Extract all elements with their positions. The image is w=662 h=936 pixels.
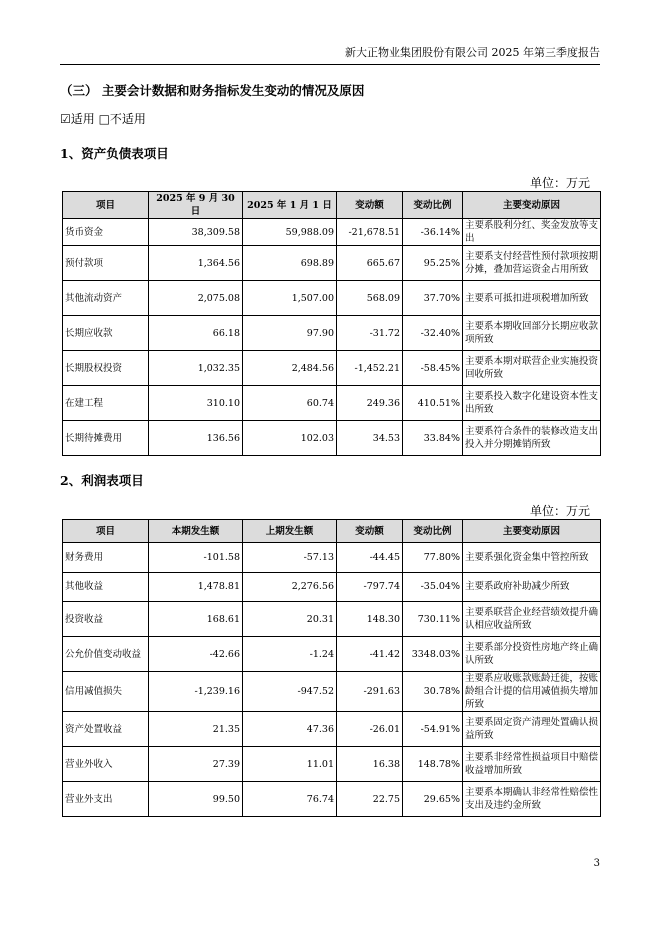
value-cell: -32.40% xyxy=(403,316,463,351)
column-header: 项目 xyxy=(63,192,149,219)
column-header: 变动比例 xyxy=(403,520,463,543)
value-cell: 20.31 xyxy=(243,602,337,637)
value-cell: 249.36 xyxy=(337,386,403,421)
section-heading: （三） 主要会计数据和财务指标发生变动的情况及原因 xyxy=(60,83,365,98)
item-cell: 信用减值损失 xyxy=(63,672,149,712)
value-cell: -35.04% xyxy=(403,572,463,602)
item-cell: 长期股权投资 xyxy=(63,351,149,386)
table-header-row xyxy=(63,192,601,219)
column-header: 2025 年 9 月 30 日 xyxy=(149,192,243,219)
table-row xyxy=(63,316,601,351)
reason-cell: 主要系联营企业经营绩效提升确认相应收益所致 xyxy=(463,602,601,637)
value-cell: 410.51% xyxy=(403,386,463,421)
value-cell: 102.03 xyxy=(243,421,337,456)
value-cell: 1,478.81 xyxy=(149,572,243,602)
reason-cell: 主要系非经常性损益项目中赔偿收益增加所致 xyxy=(463,747,601,782)
table-row xyxy=(63,386,601,421)
column-header: 变动额 xyxy=(337,520,403,543)
value-cell: 97.90 xyxy=(243,316,337,351)
column-header: 上期发生额 xyxy=(243,520,337,543)
value-cell: 66.18 xyxy=(149,316,243,351)
reason-cell: 主要系本期确认非经常性赔偿性支出及违约金所致 xyxy=(463,782,601,817)
reason-cell: 主要系强化资金集中管控所致 xyxy=(463,543,601,573)
column-header: 变动额 xyxy=(337,192,403,219)
value-cell: -1,452.21 xyxy=(337,351,403,386)
table-row xyxy=(63,219,601,246)
value-cell: 310.10 xyxy=(149,386,243,421)
value-cell: 2,276.56 xyxy=(243,572,337,602)
reason-cell: 主要系本期对联营企业实施投资回收所致 xyxy=(463,351,601,386)
table-row xyxy=(63,421,601,456)
reason-cell: 主要系股利分红、奖金发放等支出 xyxy=(463,219,601,246)
value-cell: 60.74 xyxy=(243,386,337,421)
column-header: 本期发生额 xyxy=(149,520,243,543)
reason-cell: 主要系部分投资性房地产终止确认所致 xyxy=(463,637,601,672)
item-cell: 财务费用 xyxy=(63,543,149,573)
value-cell: 47.36 xyxy=(243,712,337,747)
value-cell: -947.52 xyxy=(243,672,337,712)
item-cell: 长期待摊费用 xyxy=(63,421,149,456)
value-cell: 698.89 xyxy=(243,246,337,281)
reason-cell: 主要系投入数字化建设资本性支出所致 xyxy=(463,386,601,421)
item-cell: 长期应收款 xyxy=(63,316,149,351)
balance-sheet-table xyxy=(62,191,601,456)
value-cell: 568.09 xyxy=(337,281,403,316)
column-header: 主要变动原因 xyxy=(463,192,601,219)
column-header: 主要变动原因 xyxy=(463,520,601,543)
item-cell: 营业外收入 xyxy=(63,747,149,782)
item-cell: 资产处置收益 xyxy=(63,712,149,747)
value-cell: -21,678.51 xyxy=(337,219,403,246)
table-row xyxy=(63,351,601,386)
table-row xyxy=(63,246,601,281)
reason-cell: 主要系固定资产清理处置确认损益所致 xyxy=(463,712,601,747)
table-row xyxy=(63,712,601,747)
value-cell: -42.66 xyxy=(149,637,243,672)
page-number: 3 xyxy=(593,858,600,869)
value-cell: 29.65% xyxy=(403,782,463,817)
column-header: 变动比例 xyxy=(403,192,463,219)
balance-sheet-unit: 单位：万元 xyxy=(529,176,590,190)
page-header: 新大正物业集团股份有限公司 2025 年第三季度报告 xyxy=(60,44,600,65)
item-cell: 营业外支出 xyxy=(63,782,149,817)
income-statement-title: 2、利润表项目 xyxy=(60,473,144,488)
reason-cell: 主要系本期收回部分长期应收款项所致 xyxy=(463,316,601,351)
reason-cell: 主要系政府补助减少所致 xyxy=(463,572,601,602)
value-cell: -57.13 xyxy=(243,543,337,573)
value-cell: -58.45% xyxy=(403,351,463,386)
item-cell: 预付款项 xyxy=(63,246,149,281)
reason-cell: 主要系符合条件的装修改造支出投入并分期摊销所致 xyxy=(463,421,601,456)
value-cell: 148.78% xyxy=(403,747,463,782)
value-cell: -797.74 xyxy=(337,572,403,602)
value-cell: -101.58 xyxy=(149,543,243,573)
value-cell: 665.67 xyxy=(337,246,403,281)
balance-sheet-title: 1、资产负债表项目 xyxy=(60,146,169,161)
value-cell: -1.24 xyxy=(243,637,337,672)
table-row xyxy=(63,572,601,602)
value-cell: 148.30 xyxy=(337,602,403,637)
reason-cell: 主要系可抵扣进项税增加所致 xyxy=(463,281,601,316)
table-header-row xyxy=(63,520,601,543)
value-cell: -26.01 xyxy=(337,712,403,747)
item-cell: 公允价值变动收益 xyxy=(63,637,149,672)
value-cell: 2,075.08 xyxy=(149,281,243,316)
table-row xyxy=(63,747,601,782)
table-row xyxy=(63,602,601,637)
value-cell: 59,988.09 xyxy=(243,219,337,246)
item-cell: 其他收益 xyxy=(63,572,149,602)
table-row xyxy=(63,672,601,712)
applicable-checkbox-text: ☑适用 □不适用 xyxy=(60,112,146,126)
column-header: 2025 年 1 月 1 日 xyxy=(243,192,337,219)
value-cell: 30.78% xyxy=(403,672,463,712)
value-cell: -41.42 xyxy=(337,637,403,672)
value-cell: 38,309.58 xyxy=(149,219,243,246)
value-cell: 168.61 xyxy=(149,602,243,637)
value-cell: 99.50 xyxy=(149,782,243,817)
value-cell: 1,364.56 xyxy=(149,246,243,281)
table-row xyxy=(63,637,601,672)
value-cell: 34.53 xyxy=(337,421,403,456)
item-cell: 投资收益 xyxy=(63,602,149,637)
value-cell: 11.01 xyxy=(243,747,337,782)
value-cell: 2,484.56 xyxy=(243,351,337,386)
table-row xyxy=(63,782,601,817)
value-cell: -36.14% xyxy=(403,219,463,246)
table-row xyxy=(63,543,601,573)
income-statement-table xyxy=(62,519,601,817)
value-cell: 136.56 xyxy=(149,421,243,456)
value-cell: 77.80% xyxy=(403,543,463,573)
value-cell: 95.25% xyxy=(403,246,463,281)
value-cell: 3348.03% xyxy=(403,637,463,672)
value-cell: -44.45 xyxy=(337,543,403,573)
value-cell: 1,032.35 xyxy=(149,351,243,386)
value-cell: 76.74 xyxy=(243,782,337,817)
item-cell: 货币资金 xyxy=(63,219,149,246)
column-header: 项目 xyxy=(63,520,149,543)
value-cell: 22.75 xyxy=(337,782,403,817)
value-cell: -54.91% xyxy=(403,712,463,747)
value-cell: -291.63 xyxy=(337,672,403,712)
value-cell: -1,239.16 xyxy=(149,672,243,712)
income-statement-unit: 单位：万元 xyxy=(529,504,590,518)
value-cell: 1,507.00 xyxy=(243,281,337,316)
value-cell: 27.39 xyxy=(149,747,243,782)
item-cell: 其他流动资产 xyxy=(63,281,149,316)
value-cell: -31.72 xyxy=(337,316,403,351)
table-row xyxy=(63,281,601,316)
value-cell: 16.38 xyxy=(337,747,403,782)
value-cell: 21.35 xyxy=(149,712,243,747)
value-cell: 33.84% xyxy=(403,421,463,456)
reason-cell: 主要系支付经营性预付款项按期分摊，叠加营运资金占用所致 xyxy=(463,246,601,281)
item-cell: 在建工程 xyxy=(63,386,149,421)
value-cell: 730.11% xyxy=(403,602,463,637)
reason-cell: 主要系应收账款账龄迁徙，按账龄组合计提的信用减值损失增加所致 xyxy=(463,672,601,712)
value-cell: 37.70% xyxy=(403,281,463,316)
